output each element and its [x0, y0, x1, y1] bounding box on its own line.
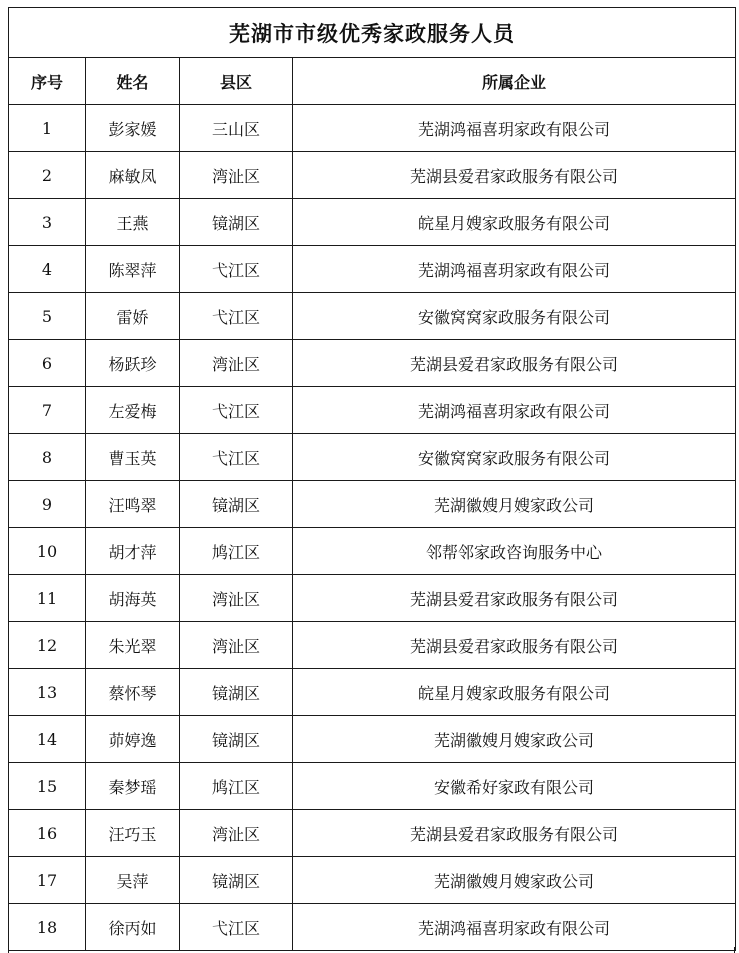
cell-no: 9 — [9, 481, 86, 528]
cell-no: 15 — [9, 763, 86, 810]
cell-no: 16 — [9, 810, 86, 857]
cell-district: 湾沚区 — [180, 340, 293, 387]
cell-no: 7 — [9, 387, 86, 434]
cell-name: 汪巧玉 — [86, 810, 180, 857]
cell-company: 芜湖徽嫂月嫂家政公司 — [293, 857, 736, 904]
cell-name: 胡海英 — [86, 575, 180, 622]
cell-district: 弋江区 — [180, 293, 293, 340]
title-row — [9, 8, 736, 58]
cell-no: 18 — [9, 904, 86, 951]
cell-company: 皖星月嫂家政服务有限公司 — [293, 199, 736, 246]
cell-name: 雷娇 — [86, 293, 180, 340]
table-row — [9, 669, 736, 716]
cell-district: 湾沚区 — [180, 575, 293, 622]
page-title: 芜湖市市级优秀家政服务人员 — [9, 8, 736, 58]
table-row — [9, 716, 736, 763]
cell-district: 弋江区 — [180, 434, 293, 481]
cell-company: 芜湖县爱君家政服务有限公司 — [293, 340, 736, 387]
cell-district: 镜湖区 — [180, 716, 293, 763]
cell-district: 弋江区 — [180, 387, 293, 434]
cell-district: 湾沚区 — [180, 152, 293, 199]
cell-name: 吴萍 — [86, 857, 180, 904]
cell-district: 弋江区 — [180, 904, 293, 951]
cell-name: 陈翠萍 — [86, 246, 180, 293]
cell-district: 镜湖区 — [180, 857, 293, 904]
cell-no: 2 — [9, 152, 86, 199]
cell-no: 3 — [9, 199, 86, 246]
cell-company: 安徽希好家政有限公司 — [293, 763, 736, 810]
table-row — [9, 528, 736, 575]
cell-no: 4 — [9, 246, 86, 293]
cell-name: 麻敏凤 — [86, 152, 180, 199]
cell-district: 湾沚区 — [180, 622, 293, 669]
cell-no: 14 — [9, 716, 86, 763]
table-row — [9, 857, 736, 904]
cell-no: 8 — [9, 434, 86, 481]
cell-company: 芜湖县爱君家政服务有限公司 — [293, 622, 736, 669]
cell-name: 汪鸣翠 — [86, 481, 180, 528]
header-row — [9, 58, 736, 105]
cell-company: 皖星月嫂家政服务有限公司 — [293, 669, 736, 716]
table-row — [9, 904, 736, 951]
column-header-name: 姓名 — [86, 58, 180, 105]
cell-company: 芜湖鸿福喜玥家政有限公司 — [293, 246, 736, 293]
table-row — [9, 293, 736, 340]
cell-district: 镜湖区 — [180, 199, 293, 246]
column-header-company: 所属企业 — [293, 58, 736, 105]
table-row — [9, 481, 736, 528]
cell-name: 朱光翠 — [86, 622, 180, 669]
cell-name: 秦梦瑶 — [86, 763, 180, 810]
cell-name: 徐丙如 — [86, 904, 180, 951]
document-sheet — [8, 7, 735, 951]
cell-no: 10 — [9, 528, 86, 575]
cell-district: 鸠江区 — [180, 528, 293, 575]
table-row — [9, 199, 736, 246]
cell-name: 杨跃珍 — [86, 340, 180, 387]
cell-company: 芜湖县爱君家政服务有限公司 — [293, 575, 736, 622]
cell-company: 安徽窝窝家政服务有限公司 — [293, 293, 736, 340]
cell-company: 芜湖鸿福喜玥家政有限公司 — [293, 105, 736, 152]
table-row — [9, 387, 736, 434]
cell-district: 镜湖区 — [180, 669, 293, 716]
table-row — [9, 810, 736, 857]
cell-district: 镜湖区 — [180, 481, 293, 528]
cell-company: 芜湖鸿福喜玥家政有限公司 — [293, 387, 736, 434]
cell-name: 胡才萍 — [86, 528, 180, 575]
cell-name: 彭家媛 — [86, 105, 180, 152]
table-row — [9, 152, 736, 199]
cell-company: 安徽窝窝家政服务有限公司 — [293, 434, 736, 481]
cell-company: 芜湖县爱君家政服务有限公司 — [293, 152, 736, 199]
cell-district: 鸠江区 — [180, 763, 293, 810]
table-row — [9, 246, 736, 293]
cell-company: 芜湖鸿福喜玥家政有限公司 — [293, 904, 736, 951]
cell-no: 6 — [9, 340, 86, 387]
column-header-district: 县区 — [180, 58, 293, 105]
cell-district: 湾沚区 — [180, 810, 293, 857]
cell-name: 茆婷逸 — [86, 716, 180, 763]
cell-no: 11 — [9, 575, 86, 622]
cell-company: 芜湖徽嫂月嫂家政公司 — [293, 481, 736, 528]
table-row — [9, 622, 736, 669]
cell-no: 13 — [9, 669, 86, 716]
table-row — [9, 763, 736, 810]
cell-district: 弋江区 — [180, 246, 293, 293]
cell-name: 曹玉英 — [86, 434, 180, 481]
cell-company: 芜湖县爱君家政服务有限公司 — [293, 810, 736, 857]
staff-table — [8, 7, 736, 951]
table-row — [9, 105, 736, 152]
cell-company: 芜湖徽嫂月嫂家政公司 — [293, 716, 736, 763]
table-row — [9, 340, 736, 387]
table-row — [9, 575, 736, 622]
table-continuation-edge — [8, 947, 735, 953]
cell-name: 王燕 — [86, 199, 180, 246]
cell-company: 邻帮邻家政咨询服务中心 — [293, 528, 736, 575]
cell-name: 蔡怀琴 — [86, 669, 180, 716]
cell-no: 5 — [9, 293, 86, 340]
column-header-no: 序号 — [9, 58, 86, 105]
cell-no: 12 — [9, 622, 86, 669]
cell-name: 左爱梅 — [86, 387, 180, 434]
cell-no: 1 — [9, 105, 86, 152]
table-row — [9, 434, 736, 481]
cell-no: 17 — [9, 857, 86, 904]
cell-district: 三山区 — [180, 105, 293, 152]
